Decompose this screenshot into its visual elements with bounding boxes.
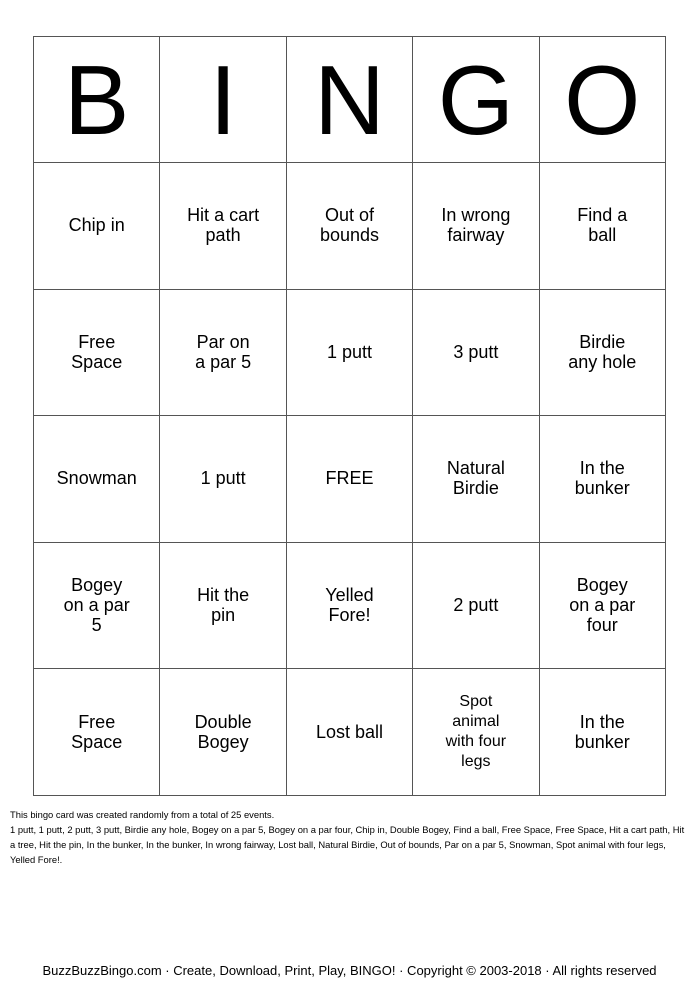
- cell-text: Find a ball: [577, 205, 628, 246]
- bingo-cell: [539, 163, 665, 290]
- bingo-cell: [160, 163, 286, 290]
- cell-text: Yelled Fore!: [325, 585, 374, 626]
- bingo-cell: [160, 542, 286, 669]
- header-letter-i: I: [160, 37, 286, 163]
- header-letter-g: G: [413, 37, 539, 163]
- cell-text: 2 putt: [453, 595, 499, 616]
- note-event-list: 1 putt, 1 putt, 2 putt, 3 putt, Birdie any hole, Bogey on a par 5, Bogey on a par four, Chip in, Double Bogey, Find a ball, Free Space, Free Space, Hit a cart path, Hit a tree, Hit the pin, In the bunker, In the bunker, In wrong fairway, Lost ball, Natural Birdie, Out of bounds, Par on a par 5, Snowman, Spot animal with four legs, Yelled Fore!.: [10, 824, 685, 865]
- cell-text: Free Space: [71, 331, 123, 372]
- cell-text: In the bunker: [574, 458, 630, 499]
- bingo-row: [34, 669, 666, 796]
- bingo-cell: [413, 542, 539, 669]
- site-footer: BuzzBuzzBingo.com · Create, Download, Print, Play, BINGO! · Copyright © 2003-2018 · All rights reserved: [42, 963, 657, 978]
- cell-text: In the bunker: [574, 711, 630, 752]
- bingo-cell: [34, 416, 160, 543]
- bingo-cell: [413, 416, 539, 543]
- cell-text: FREE: [325, 468, 374, 489]
- bingo-cell: [413, 669, 539, 796]
- bingo-cell: [413, 289, 539, 416]
- cell-text: Double Bogey: [194, 711, 252, 752]
- cell-text: Bogey on a par four: [569, 575, 636, 636]
- cell-text: 1 putt: [326, 341, 372, 362]
- cell-text: Natural Birdie: [446, 458, 505, 499]
- cell-text: Hit a cart path: [187, 205, 260, 246]
- bingo-card: [33, 36, 666, 796]
- bingo-row: [34, 416, 666, 543]
- header-letter-b: B: [34, 37, 160, 163]
- bingo-cell: [413, 163, 539, 290]
- bingo-cell: [160, 416, 286, 543]
- cell-text: Snowman: [56, 468, 137, 489]
- bingo-cell: [34, 163, 160, 290]
- bingo-cell: [539, 542, 665, 669]
- bingo-row: [34, 289, 666, 416]
- cell-text: 1 putt: [200, 468, 246, 489]
- note-summary: This bingo card was created randomly from a total of 25 events.: [10, 809, 275, 820]
- cell-text: 3 putt: [453, 341, 499, 362]
- cell-text: Bogey on a par 5: [63, 575, 130, 636]
- bingo-row: [34, 163, 666, 290]
- bingo-cell: [160, 289, 286, 416]
- bingo-cell: [286, 163, 412, 290]
- cell-text: Out of bounds: [319, 205, 379, 246]
- bingo-cell: [286, 669, 412, 796]
- bingo-cell-free: [286, 416, 412, 543]
- bingo-cell: [286, 542, 412, 669]
- bingo-cell: [539, 669, 665, 796]
- cell-text: Lost ball: [315, 721, 383, 742]
- cell-text: Chip in: [68, 215, 125, 236]
- cell-text: Par on a par 5: [195, 331, 252, 372]
- bingo-cell: [160, 669, 286, 796]
- cell-text: Birdie any hole: [568, 331, 637, 372]
- header-letter-n: N: [286, 37, 412, 163]
- cell-text: Free Space: [71, 711, 123, 752]
- bingo-cell: [34, 542, 160, 669]
- cell-text: In wrong fairway: [441, 205, 511, 246]
- bingo-row: [34, 542, 666, 669]
- cell-text: Spot animal with four legs: [445, 693, 507, 771]
- header-letter-o: O: [539, 37, 665, 163]
- bingo-header-row: [34, 37, 666, 163]
- bingo-cell: [286, 289, 412, 416]
- bingo-cell: [539, 289, 665, 416]
- bingo-cell: [34, 669, 160, 796]
- card-note: [10, 807, 690, 867]
- cell-text: Hit the pin: [197, 585, 250, 626]
- bingo-cell: [34, 289, 160, 416]
- bingo-cell: [539, 416, 665, 543]
